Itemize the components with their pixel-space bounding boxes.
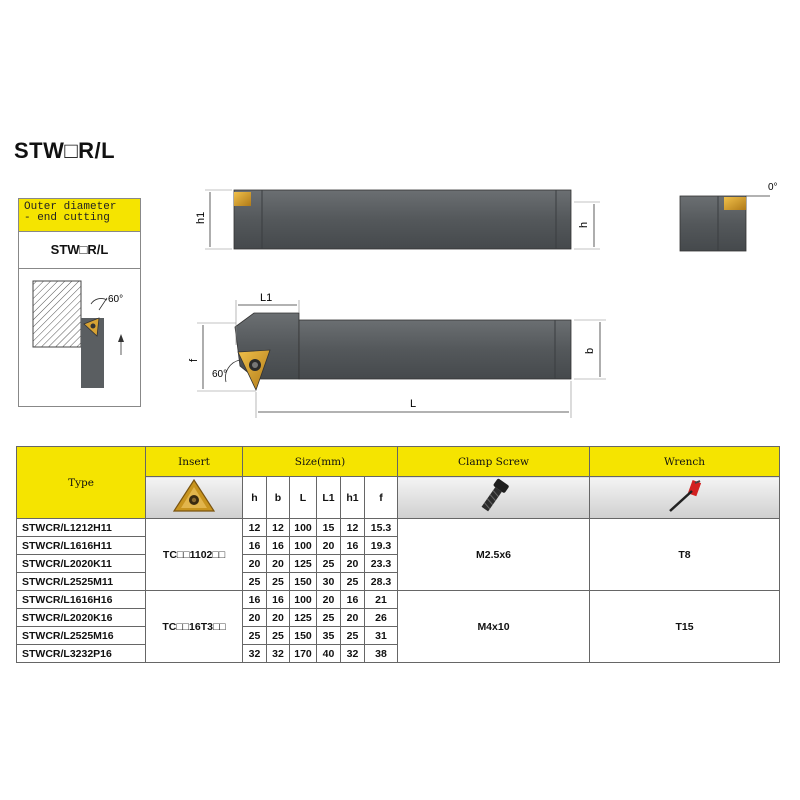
- size-cell: 23.3: [365, 555, 398, 573]
- size-cell: 25: [243, 627, 267, 645]
- size-cell: 16: [243, 537, 267, 555]
- size-cell: 32: [267, 645, 290, 663]
- torx-wrench-icon: [662, 477, 708, 515]
- cutting-diagram: [19, 270, 140, 406]
- size-cell: 25: [267, 573, 290, 591]
- size-cell: 26: [365, 609, 398, 627]
- table-row: [17, 591, 780, 609]
- size-cell: 16: [243, 591, 267, 609]
- size-cell: 25: [341, 573, 365, 591]
- clamp-cell: M2.5x6: [398, 519, 590, 591]
- size-cell: 38: [365, 645, 398, 663]
- page-title: STW□R/L: [14, 138, 116, 163]
- model-cell: STWCR/L3232P16: [17, 645, 146, 663]
- size-cell: 20: [267, 609, 290, 627]
- type-header: Type: [17, 447, 146, 519]
- dim-h: h: [578, 221, 590, 228]
- col-b: b: [267, 477, 290, 519]
- size-cell: 35: [317, 627, 341, 645]
- model-cell: STWCR/L2525M16: [17, 627, 146, 645]
- end-view: [680, 182, 778, 251]
- wrench-cell: T8: [590, 519, 780, 591]
- size-cell: 170: [290, 645, 317, 663]
- dim-L1: L1: [260, 292, 273, 304]
- size-cell: 20: [243, 555, 267, 573]
- size-cell: 31: [365, 627, 398, 645]
- size-cell: 32: [341, 645, 365, 663]
- col-h: h: [243, 477, 267, 519]
- size-cell: 20: [341, 609, 365, 627]
- triangle-insert-icon: [172, 478, 216, 514]
- size-cell: 16: [341, 537, 365, 555]
- dim-f: f: [188, 358, 200, 362]
- model-cell: STWCR/L2020K16: [17, 609, 146, 627]
- model-cell: STWCR/L2525M11: [17, 573, 146, 591]
- size-cell: 125: [290, 609, 317, 627]
- size-cell: 25: [267, 627, 290, 645]
- wrench-header: Wrench: [590, 447, 780, 477]
- wrench-cell: T15: [590, 591, 780, 663]
- workpiece-hatch: [33, 281, 81, 347]
- clamp-cell: M4x10: [398, 591, 590, 663]
- application-header: [19, 199, 140, 232]
- size-cell: 25: [317, 609, 341, 627]
- insert-image: [146, 477, 243, 519]
- model-cell: STWCR/L2020K11: [17, 555, 146, 573]
- size-cell: 19.3: [365, 537, 398, 555]
- insert-cell: TC□□1102□□: [146, 519, 243, 591]
- application-header-line2: - end cutting: [24, 212, 110, 224]
- application-header-line1: Outer diameter: [24, 201, 117, 213]
- plan-view: [188, 292, 606, 418]
- size-cell: 25: [243, 573, 267, 591]
- wrench-image: [590, 477, 780, 519]
- size-cell: 20: [243, 609, 267, 627]
- application-panel: [18, 198, 141, 407]
- size-cell: 21: [365, 591, 398, 609]
- model-cell: STWCR/L1616H11: [17, 537, 146, 555]
- size-cell: 20: [317, 591, 341, 609]
- size-cell: 40: [317, 645, 341, 663]
- col-f: f: [365, 477, 398, 519]
- model-cell: STWCR/L1616H16: [17, 591, 146, 609]
- size-cell: 15: [317, 519, 341, 537]
- insert-side: [234, 192, 251, 206]
- size-cell: 16: [341, 591, 365, 609]
- size-cell: 12: [341, 519, 365, 537]
- dim-b: b: [584, 347, 596, 354]
- size-cell: 20: [341, 555, 365, 573]
- clamp-image: [398, 477, 590, 519]
- insert-cell: TC□□16T3□□: [146, 591, 243, 663]
- model-cell: STWCR/L1212H11: [17, 519, 146, 537]
- table-row: [17, 519, 780, 537]
- size-cell: 32: [243, 645, 267, 663]
- dim-L: L: [410, 398, 417, 410]
- insert-header: Insert: [146, 447, 243, 477]
- dim-h1: h1: [195, 211, 207, 224]
- dim-side-angle: 0°: [768, 182, 778, 193]
- side-view: [195, 190, 600, 249]
- size-cell: 12: [243, 519, 267, 537]
- size-cell: 125: [290, 555, 317, 573]
- feed-arrow-icon: [118, 334, 124, 342]
- size-cell: 28.3: [365, 573, 398, 591]
- col-L1: L1: [317, 477, 341, 519]
- size-cell: 150: [290, 573, 317, 591]
- table-body: [17, 519, 780, 663]
- size-cell: 25: [341, 627, 365, 645]
- size-cell: 12: [267, 519, 290, 537]
- triangle-insert-icon: [238, 350, 270, 390]
- holder-code: STW□R/L: [19, 232, 140, 269]
- col-L: L: [290, 477, 317, 519]
- size-cell: 20: [317, 537, 341, 555]
- size-cell: 100: [290, 519, 317, 537]
- size-cell: 150: [290, 627, 317, 645]
- size-header: Size(mm): [243, 447, 398, 477]
- col-h1: h1: [341, 477, 365, 519]
- size-cell: 25: [317, 555, 341, 573]
- clamp-screw-icon: [471, 477, 517, 515]
- size-cell: 16: [267, 591, 290, 609]
- size-cell: 20: [267, 555, 290, 573]
- size-cell: 16: [267, 537, 290, 555]
- size-cell: 15.3: [365, 519, 398, 537]
- insert-end: [724, 197, 746, 210]
- clamp-header: Clamp Screw: [398, 447, 590, 477]
- size-cell: 100: [290, 591, 317, 609]
- size-cell: 30: [317, 573, 341, 591]
- spec-table: [16, 446, 780, 663]
- size-cell: 100: [290, 537, 317, 555]
- panel-angle-label: 60°: [108, 294, 124, 305]
- dim-angle: 60°: [212, 369, 228, 380]
